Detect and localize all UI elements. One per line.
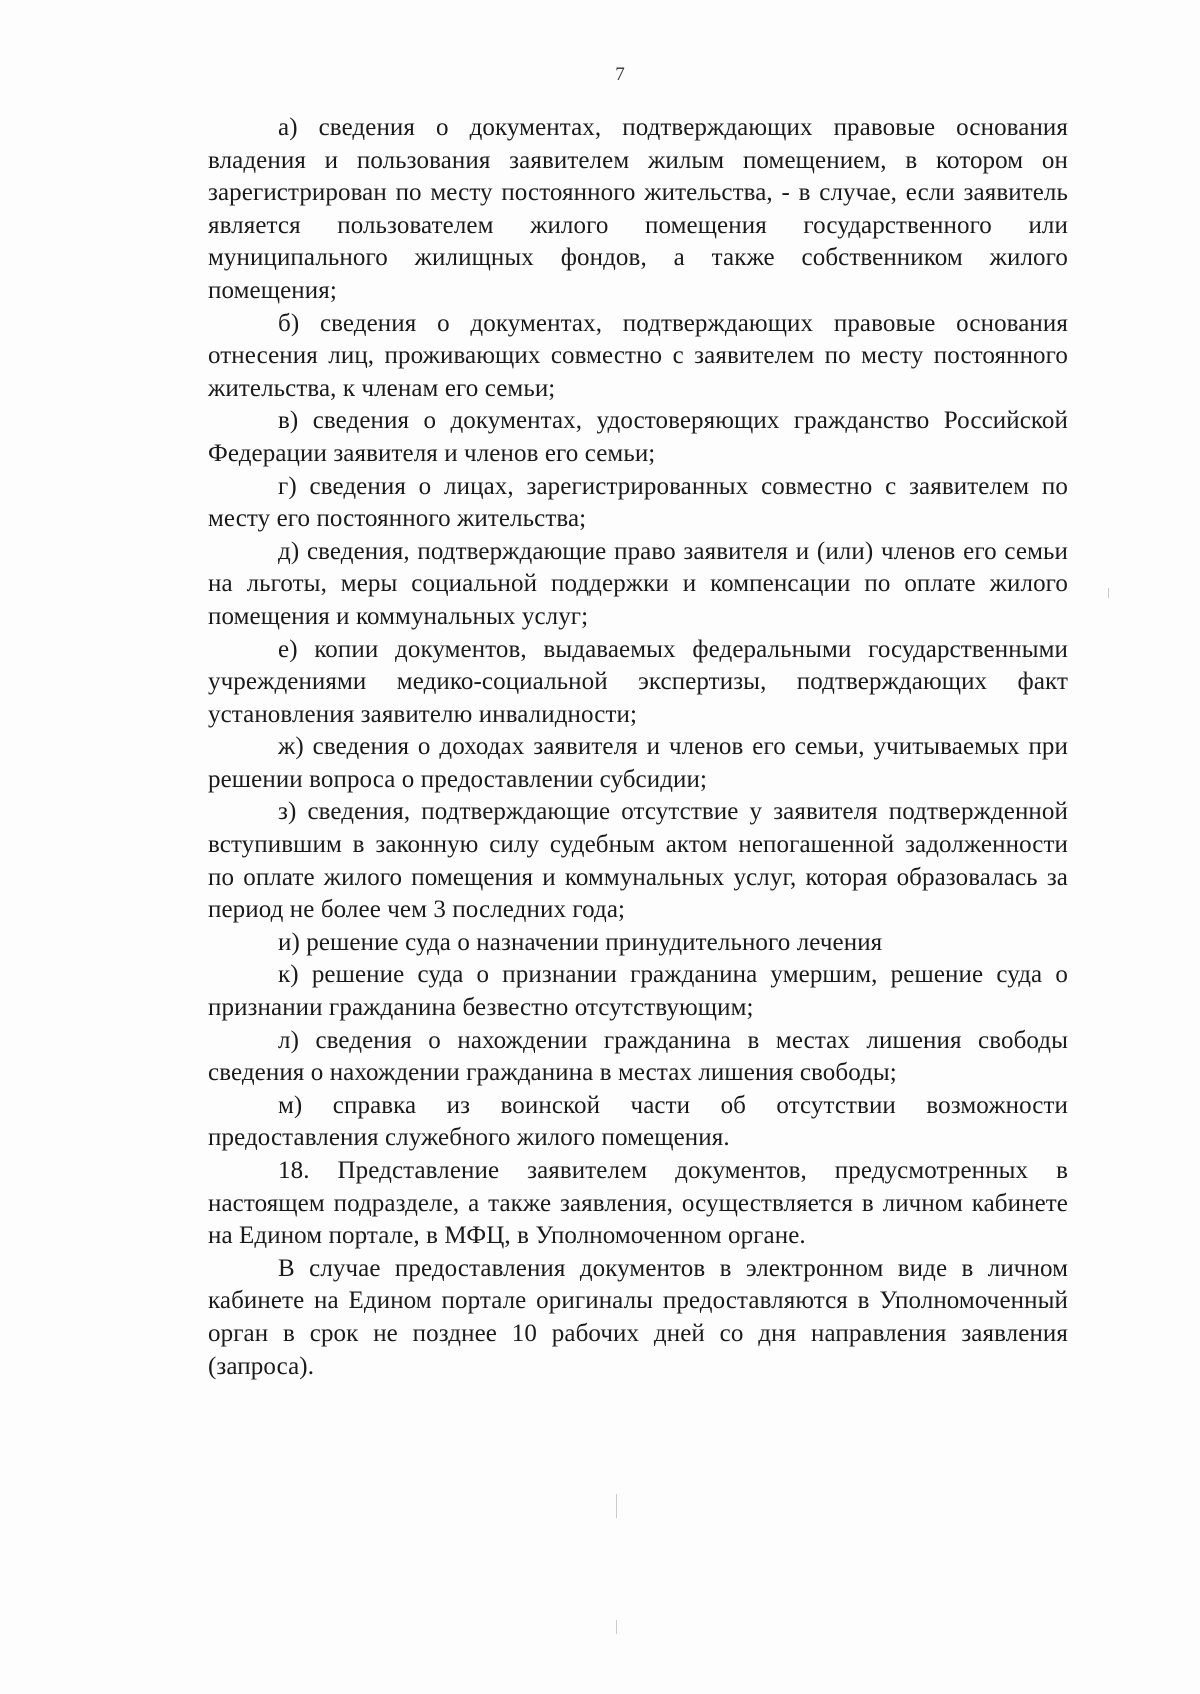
paragraph-v: в) сведения о документах, удостоверяющих гражданство Российской Федерации заявителя и членов его семьи; bbox=[208, 407, 1068, 467]
paragraph-i: и) решение суда о назначении принудительного лечения bbox=[278, 928, 883, 956]
paragraph-electronic: В случае предоставления документов в электронном виде в личном кабинете на Едином портале оригиналы предоставляются в Уполномоченный орган в срок не позднее 10 рабочих дней со дня направления заявления (запроса). bbox=[208, 1254, 1068, 1380]
paragraph-18: 18. Представление заявителем документов, предусмотренных в настоящем подразделе, а также заявления, осуществляется в личном кабинете на Едином портале, в МФЦ, в Уполномоченном органе. bbox=[208, 1157, 1068, 1250]
document-body bbox=[208, 112, 1068, 1383]
paragraph-a: а) сведения о документах, подтверждающих правовые основания владения и пользования заявителем жилым помещением, в котором он зарегистрирован по месту постоянного жительства, - в случае, если заявитель является пользователем жилого помещения государственного или муниципального жилищных фондов, а также собственником жилого помещения; bbox=[208, 114, 1068, 304]
paragraph-b: б) сведения о документах, подтверждающих правовые основания отнесения лиц, проживающих совместно с заявителем по месту постоянного жительства, к членам его семьи; bbox=[208, 309, 1068, 402]
paragraph-k: к) решение суда о признании гражданина умершим, решение суда о признании гражданина безвестно отсутствующим; bbox=[208, 961, 1068, 1022]
paragraph-zh: ж) сведения о доходах заявителя и членов его семьи, учитываемых при решении вопроса о предоставлении субсидии; bbox=[208, 733, 1068, 793]
page-number: 7 bbox=[615, 64, 625, 85]
paragraph-l: л) сведения о нахождении гражданина в местах лишения свободы сведения о нахождении гражданина в местах лишения свободы; bbox=[208, 1026, 1068, 1087]
paragraph-g: г) сведения о лицах, зарегистрированных совместно с заявителем по месту его постоянного жительства; bbox=[208, 472, 1068, 533]
scan-artifact bbox=[1108, 588, 1109, 598]
scan-artifact bbox=[616, 1620, 617, 1634]
paragraph-d: д) сведения, подтверждающие право заявителя и (или) членов его семьи на льготы, меры социальной поддержки и компенсации по оплате жилого помещения и коммунальных услуг; bbox=[208, 537, 1068, 630]
paragraph-e: е) копии документов, выдаваемых федеральными государственными учреждениями медико-социальной экспертизы, подтверждающих факт установления заявителю инвалидности; bbox=[208, 635, 1068, 728]
paragraph-z: з) сведения, подтверждающие отсутствие у заявителя подтвержденной вступившим в законную силу судебным актом непогашенной задолженности по оплате жилого помещения и коммунальных услуг, которая образовалась за период не более чем 3 последних года; bbox=[208, 798, 1068, 924]
scan-artifact bbox=[616, 1494, 617, 1518]
paragraph-m: м) справка из воинской части об отсутствии возможности предоставления служебного жилого помещения. bbox=[208, 1091, 1068, 1152]
